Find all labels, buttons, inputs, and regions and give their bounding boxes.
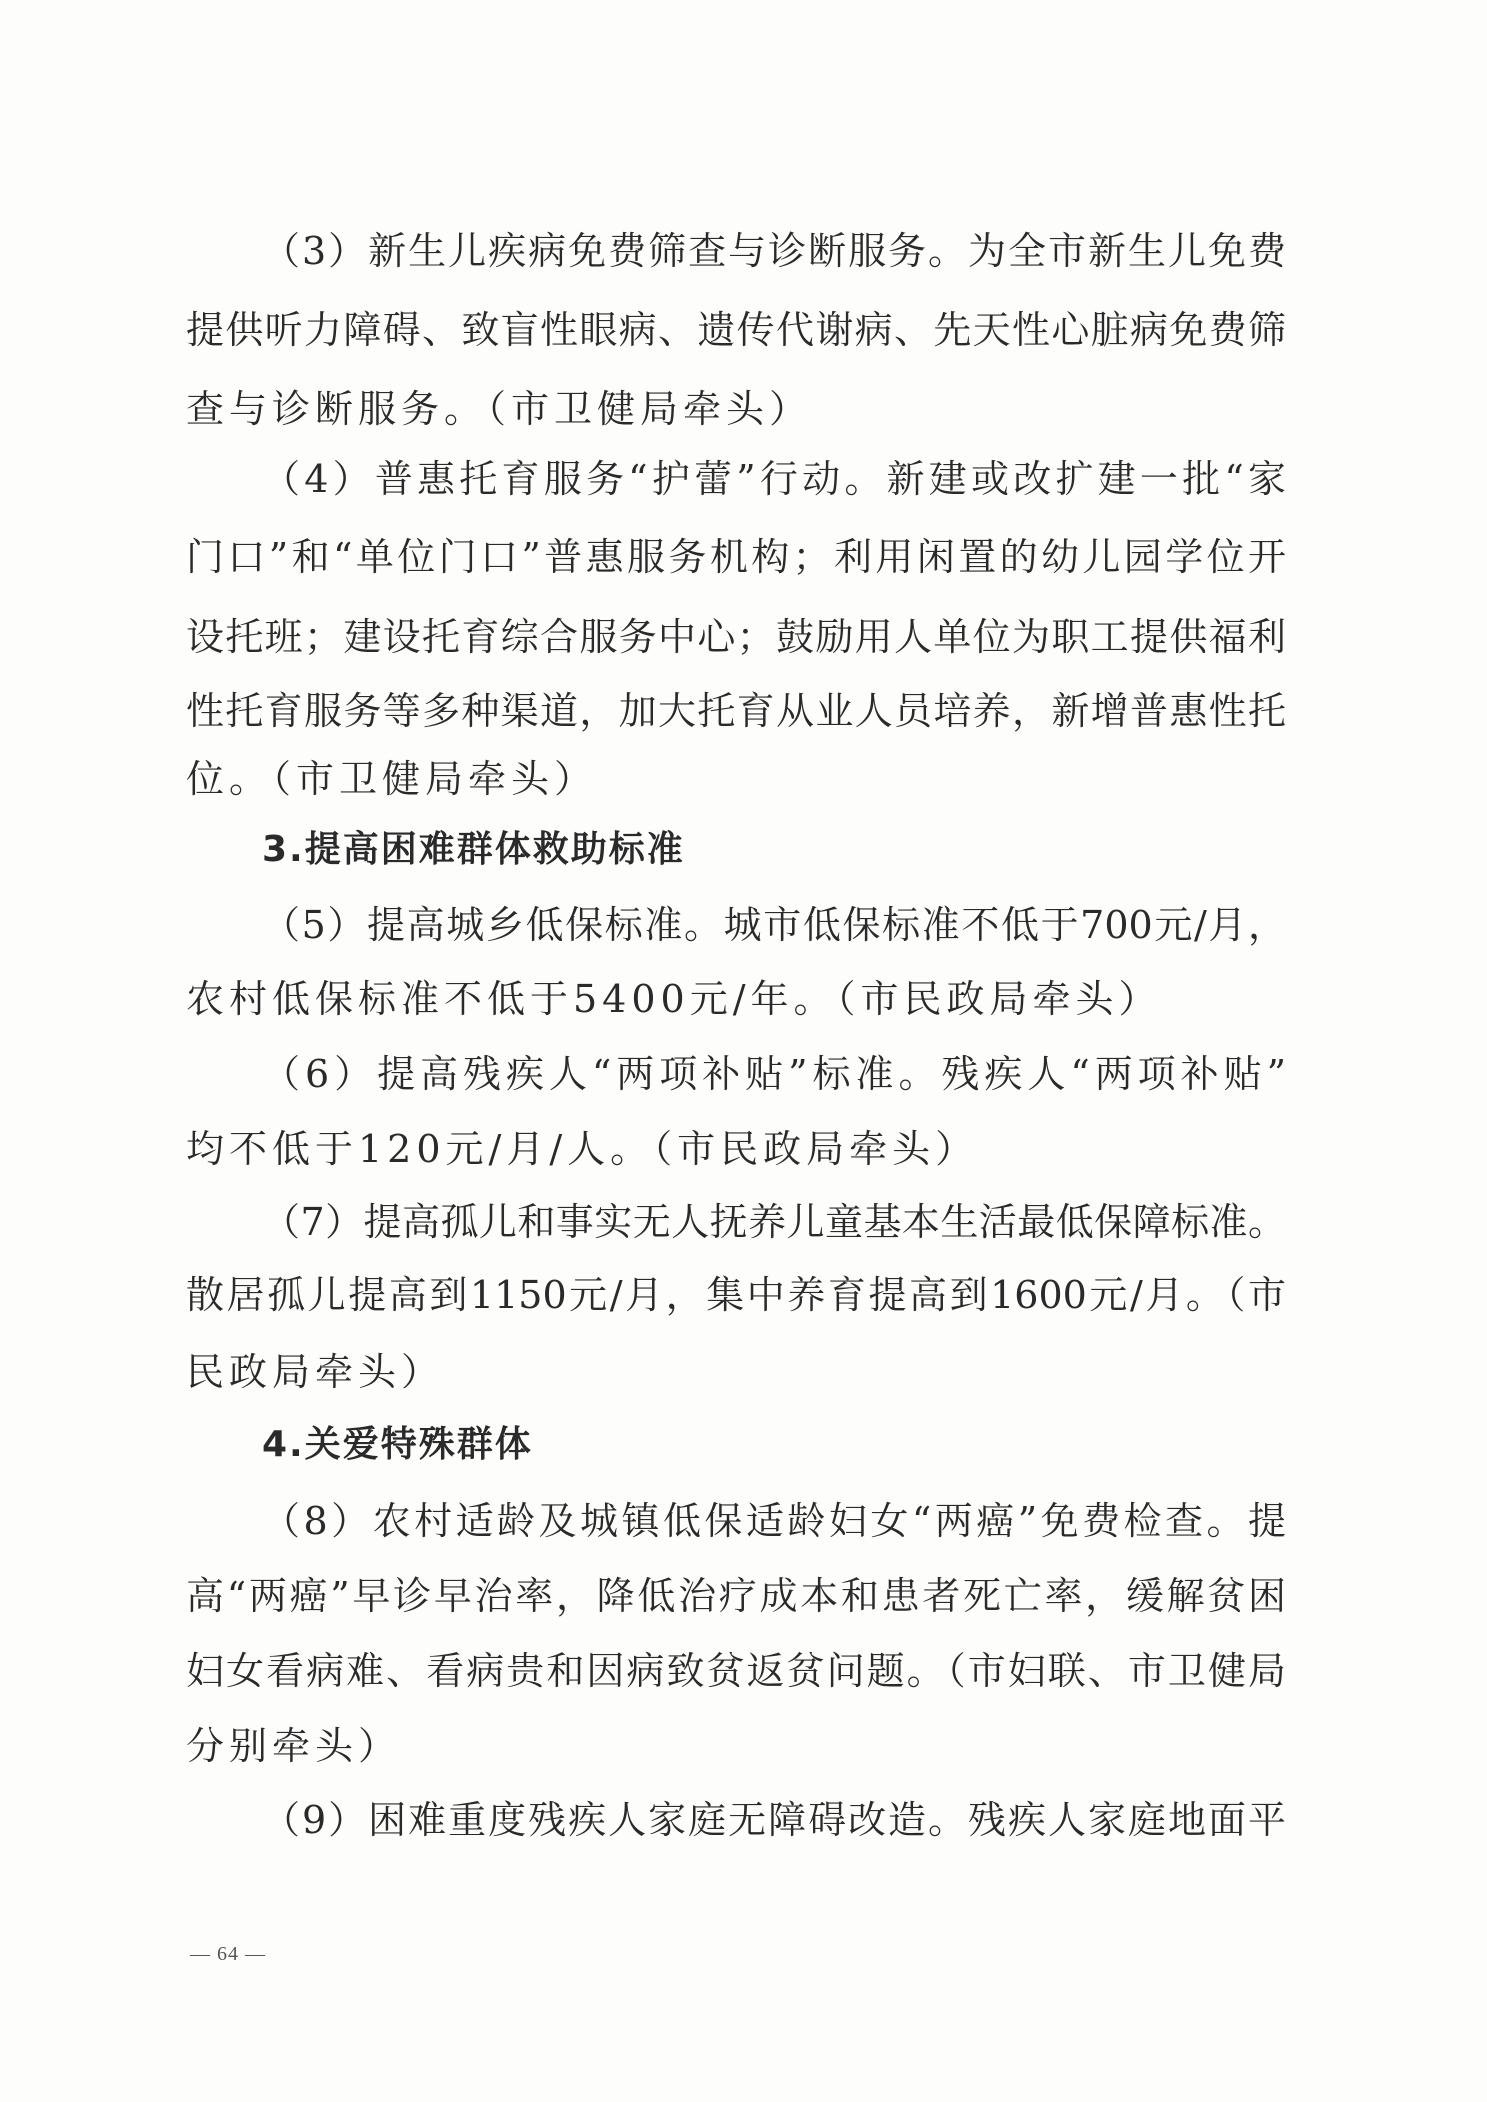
section-heading: 3.提高困难群体救助标准 [262, 829, 685, 870]
paragraph-line: （4）普惠托育服务“护蕾”行动。新建或改扩建一批“家 [262, 457, 1286, 501]
paragraph-line: （3）新生儿疾病免费筛查与诊断服务。为全市新生儿免费 [262, 229, 1286, 273]
paragraph-line: 民政局牵头） [186, 1350, 445, 1394]
paragraph-line: （5）提高城乡低保标准。城市低保标准不低于700元/月， [262, 903, 1286, 947]
paragraph-line: 均不低于120元/月/人。（市民政局牵头） [186, 1127, 979, 1171]
paragraph-line: 妇女看病难、看病贵和因病致贫返贫问题。（市妇联、市卫健局 [186, 1649, 1286, 1693]
paragraph-line: （6）提高残疾人“两项补贴”标准。残疾人“两项补贴” [262, 1052, 1286, 1096]
paragraph-line: 位。（市卫健局牵头） [186, 757, 598, 801]
section-heading: 4.关爱特殊群体 [262, 1424, 533, 1465]
paragraph-line: 查与诊断服务。（市卫健局牵头） [186, 387, 813, 431]
paragraph-line: 散居孤儿提高到1150元/月，集中养育提高到1600元/月。（市 [186, 1273, 1286, 1317]
paragraph-line: （9）困难重度残疾人家庭无障碍改造。残疾人家庭地面平 [262, 1798, 1286, 1842]
paragraph-line: 分别牵头） [186, 1724, 402, 1768]
paragraph-line: 门口”和“单位门口”普惠服务机构；利用闲置的幼儿园学位开 [186, 535, 1286, 579]
page-number: — 64 — [190, 1943, 266, 1965]
paragraph-line: （7）提高孤儿和事实无人抚养儿童基本生活最低保障标准。 [262, 1200, 1286, 1244]
paragraph-line: 提供听力障碍、致盲性眼病、遗传代谢病、先天性心脏病免费筛 [186, 308, 1286, 352]
paragraph-line: （8）农村适龄及城镇低保适龄妇女“两癌”免费检查。提 [262, 1499, 1286, 1543]
paragraph-line: 农村低保标准不低于5400元/年。（市民政局牵头） [186, 977, 1162, 1021]
paragraph-line: 高“两癌”早诊早治率，降低治疗成本和患者死亡率，缓解贫困 [186, 1574, 1286, 1618]
paragraph-line: 设托班；建设托育综合服务中心；鼓励用人单位为职工提供福利 [186, 615, 1286, 659]
paragraph-line: 性托育服务等多种渠道，加大托育从业人员培养，新增普惠性托 [186, 689, 1286, 733]
